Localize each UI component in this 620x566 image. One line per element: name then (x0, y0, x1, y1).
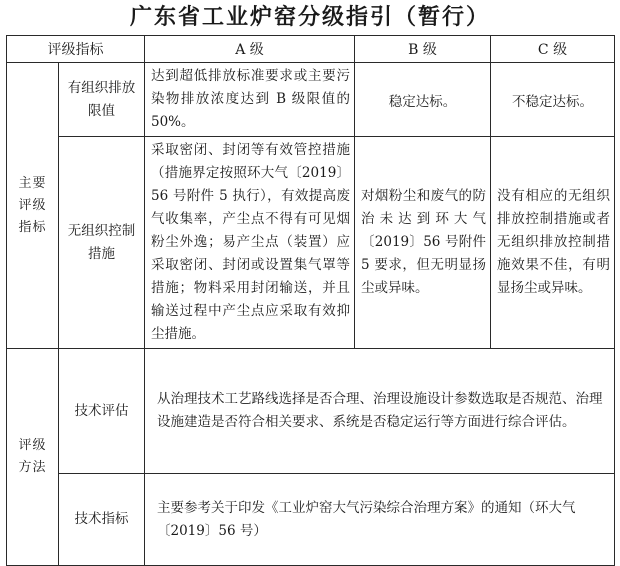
category-main-indicators-text: 主要评级指标 (18, 175, 47, 235)
header-grade-b: B 级 (355, 36, 491, 63)
header-grade-c: C 级 (491, 36, 615, 63)
label-tech-eval: 技术评估 (59, 349, 145, 474)
organized-grade-c: 不稳定达标。 (491, 63, 615, 137)
grading-table (6, 35, 615, 566)
page-title: 广东省工业炉窑分级指引（暂行） (129, 4, 490, 30)
header-indicator: 评级指标 (7, 36, 145, 63)
label-organized-emission: 有组织排放限值 (59, 63, 145, 137)
organized-grade-b: 稳定达标。 (355, 63, 491, 137)
unorganized-grade-c: 没有相应的无组织排放控制措施或者无组织排放控制措施效果不佳，有明显扬尘或异味。 (491, 137, 615, 349)
unorganized-grade-b: 对烟粉尘和废气的防治未达到环大气〔2019〕56 号附件 5 要求，但无明显扬尘或异味。 (355, 137, 491, 349)
tech-eval-text: 从治理技术工艺路线选择是否合理、治理设施设计参数选取是否规范、治理设施建造是否符合相关要求、系统是否稳定运行等方面进行综合评估。 (145, 349, 615, 474)
label-tech-index: 技术指标 (59, 474, 145, 566)
category-method-text: 评级方法 (18, 438, 47, 475)
category-method (7, 349, 59, 566)
category-main-indicators (7, 63, 59, 349)
label-unorganized-control: 无组织控制措施 (59, 137, 145, 349)
header-grade-a: A 级 (145, 36, 355, 63)
organized-grade-a: 达到超低排放标准要求或主要污染物排放浓度达到 B 级限值的 50%。 (145, 63, 355, 137)
unorganized-grade-a: 采取密闭、封闭等有效管控措施（措施界定按照环大气〔2019〕56 号附件 5 执行），有效提高废气收集率，产尘点不得有可见烟粉尘外逸；易产尘点（装置）应采取密闭、封闭或设置集气罩等措施；物料采用封闭输送，并且输送过程中产尘点应采取有效抑尘措施。 (145, 137, 355, 349)
tech-index-text: 主要参考关于印发《工业炉窑大气污染综合治理方案》的通知（环大气〔2019〕56 号） (145, 474, 615, 566)
